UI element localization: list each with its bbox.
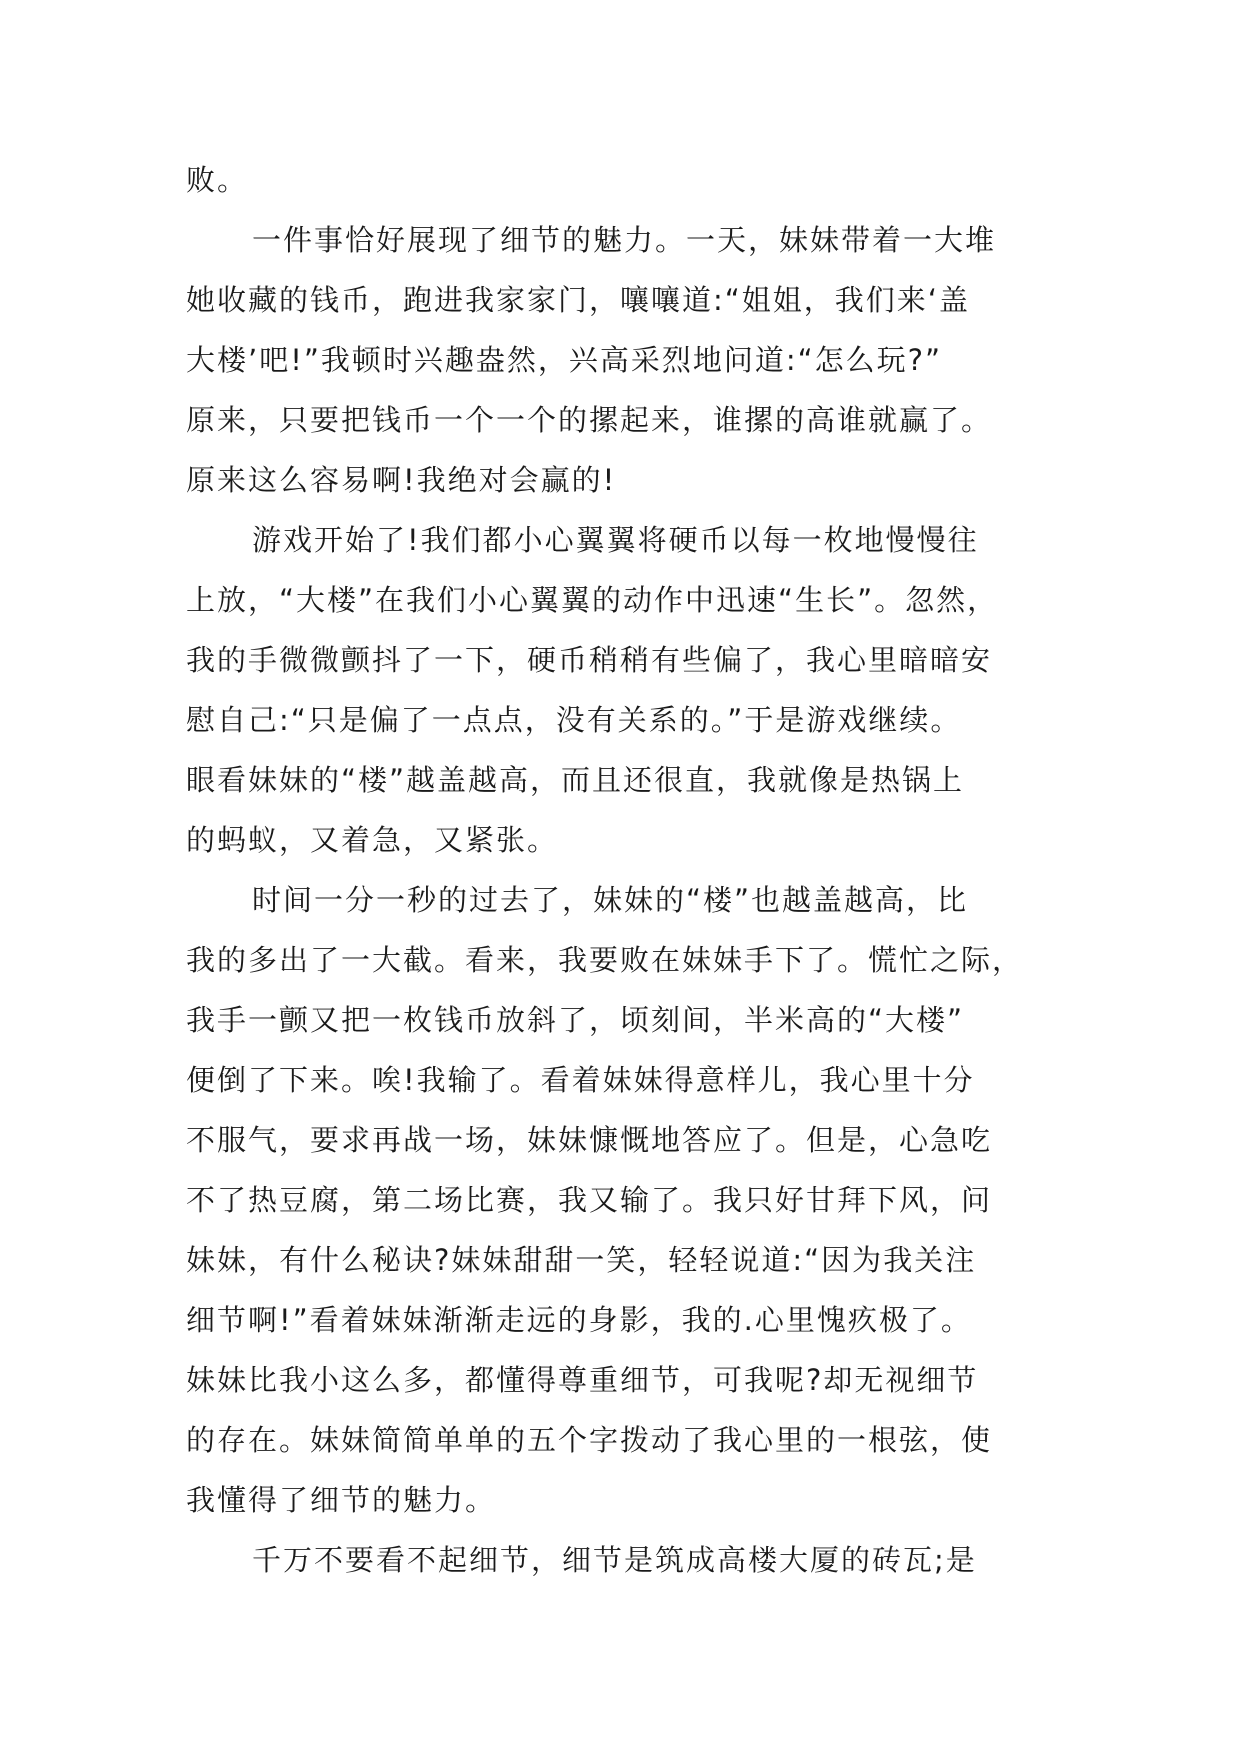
text-line: 上放，“大楼”在我们小心翼翼的动作中迅速“生长”。忽然，: [186, 583, 999, 617]
paragraph-first-line: 一件事恰好展现了细节的魅力。一天，妹妹带着一大堆: [252, 223, 997, 257]
text-line: 妹妹，有什么秘诀?妹妹甜甜一笑，轻轻说道:“因为我关注: [186, 1243, 977, 1277]
text-line: 原来，只要把钱币一个一个的摞起来，谁摞的高谁就赢了。: [186, 403, 993, 437]
text-line: 便倒了下来。唉!我输了。看着妹妹得意样儿，我心里十分: [186, 1063, 975, 1097]
text-line: 我的多出了一大截。看来，我要败在妹妹手下了。慌忙之际，: [186, 943, 1024, 977]
text-line: 慰自己:“只是偏了一点点，没有关系的。”于是游戏继续。: [186, 703, 962, 737]
text-line: 的存在。妹妹简简单单的五个字拨动了我心里的一根弦，使: [186, 1423, 993, 1457]
paragraph-first-line: 游戏开始了!我们都小心翼翼将硬币以每一枚地慢慢往: [252, 523, 979, 557]
text-line: 我手一颤又把一枚钱币放斜了，顷刻间，半米高的“大楼”: [186, 1003, 965, 1037]
document-page: [186, 150, 1066, 1590]
text-line: 她收藏的钱币，跑进我家家门，嚷嚷道:“姐姐，我们来‘盖: [186, 283, 971, 317]
text-line: 妹妹比我小这么多，都懂得尊重细节，可我呢?却无视细节: [186, 1363, 979, 1397]
text-line: 我懂得了细节的魅力。: [186, 1483, 497, 1517]
text-line: 细节啊!”看着妹妹渐渐走远的身影，我的.心里愧疚极了。: [186, 1303, 972, 1337]
text-line: 大楼’吧!”我顿时兴趣盎然，兴高采烈地问道:“怎么玩?”: [186, 343, 943, 377]
paragraph-first-line: 千万不要看不起细节，细节是筑成高楼大厦的砖瓦;是: [252, 1543, 977, 1577]
text-line: 原来这么容易啊!我绝对会赢的!: [186, 463, 617, 497]
text-line: 我的手微微颤抖了一下，硬币稍稍有些偏了，我心里暗暗安: [186, 643, 993, 677]
text-line: 不服气，要求再战一场，妹妹慷慨地答应了。但是，心急吃: [186, 1123, 993, 1157]
text-line: 眼看妹妹的“楼”越盖越高，而且还很直，我就像是热锅上: [186, 763, 965, 797]
text-line: 不了热豆腐，第二场比赛，我又输了。我只好甘拜下风，问: [186, 1183, 993, 1217]
text-line: 的蚂蚁，又着急，又紧张。: [186, 823, 559, 857]
paragraph-first-line: 时间一分一秒的过去了，妹妹的“楼”也越盖越高，比: [252, 883, 969, 917]
text-line: 败。: [186, 163, 249, 197]
